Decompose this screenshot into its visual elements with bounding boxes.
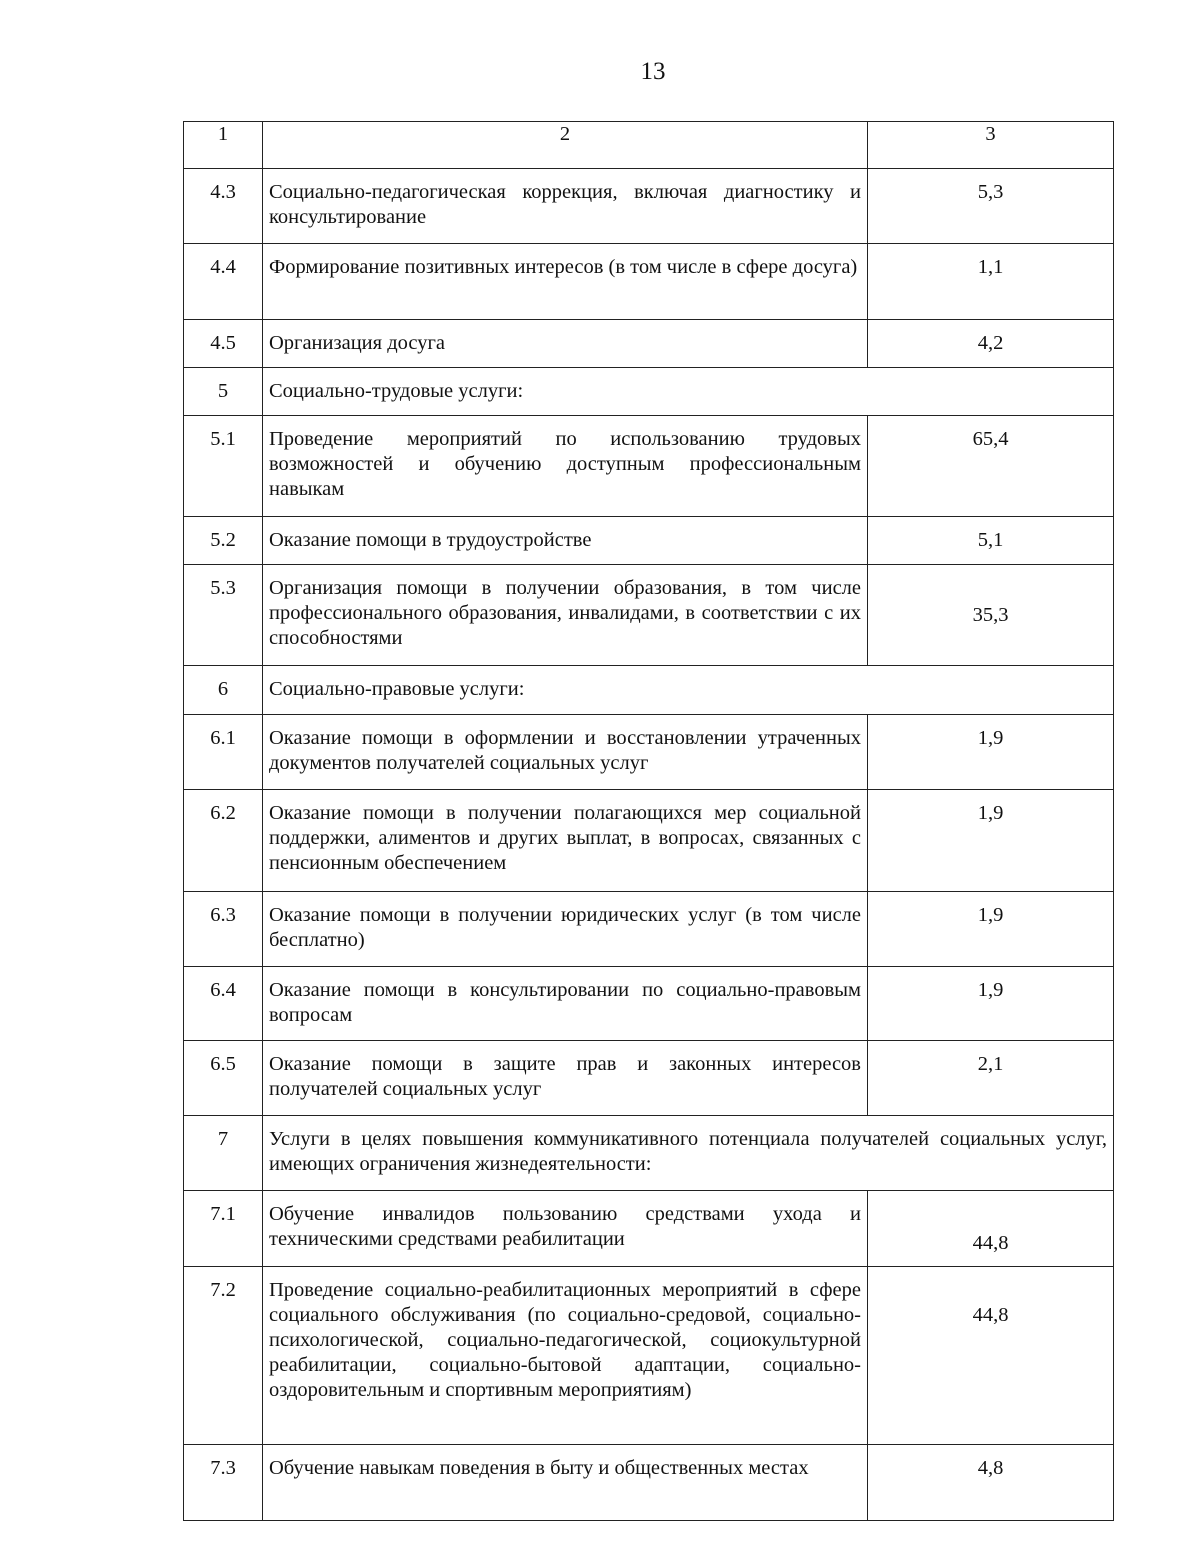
table-row: [184, 892, 1114, 967]
row-number: 6.3: [184, 892, 263, 967]
table-row: [184, 320, 1114, 368]
table-row: [184, 1445, 1114, 1521]
row-number: 7.1: [184, 1191, 263, 1267]
row-value: 1,9: [868, 715, 1114, 790]
table-row: [184, 565, 1114, 666]
row-description: Проведение социально-реабилитационных мероприятий в сфере социального обслуживания (по социально-средовой, социально-психологической, социально-педагогической, социокультурной реабилитации, социально-бытовой адаптации, социально-оздоровительным и спортивным мероприятиям): [263, 1267, 868, 1445]
section-number: 5: [184, 368, 263, 416]
row-number: 5.3: [184, 565, 263, 666]
table-header-row: [184, 122, 1114, 169]
section-row: [184, 368, 1114, 416]
row-number: 5.2: [184, 517, 263, 565]
table-row: [184, 517, 1114, 565]
row-number: 6.5: [184, 1041, 263, 1116]
row-description: Оказание помощи в консультировании по социально-правовым вопросам: [263, 967, 868, 1041]
row-description: Обучение навыкам поведения в быту и общественных местах: [263, 1445, 868, 1521]
column-number-1: 1: [184, 122, 263, 169]
row-description: Оказание помощи в получении полагающихся мер социальной поддержки, алиментов и других выплат, в вопросах, связанных с пенсионным обеспечением: [263, 790, 868, 892]
page-number: 13: [640, 58, 666, 85]
row-value: 1,9: [868, 892, 1114, 967]
section-number: 6: [184, 666, 263, 715]
row-number: 6.4: [184, 967, 263, 1041]
section-number: 7: [184, 1116, 263, 1191]
column-number-2: 2: [263, 122, 868, 169]
row-description: Оказание помощи в трудоустройстве: [263, 517, 868, 565]
table-row: [184, 416, 1114, 517]
table-row: [184, 169, 1114, 244]
table-row: [184, 1191, 1114, 1267]
row-number: 4.4: [184, 244, 263, 320]
row-value: 1,9: [868, 967, 1114, 1041]
row-value: 4,8: [868, 1445, 1114, 1521]
row-description: Оказание помощи в защите прав и законных интересов получателей социальных услуг: [263, 1041, 868, 1116]
row-value: 35,3: [868, 565, 1114, 666]
row-description: Оказание помощи в оформлении и восстановлении утраченных документов получателей социальных услуг: [263, 715, 868, 790]
section-title: Социально-трудовые услуги:: [263, 368, 1114, 416]
table-row: [184, 715, 1114, 790]
row-number: 7.3: [184, 1445, 263, 1521]
row-description: Социально-педагогическая коррекция, включая диагностику и консультирование: [263, 169, 868, 244]
row-number: 6.1: [184, 715, 263, 790]
row-value: 1,9: [868, 790, 1114, 892]
row-description: Оказание помощи в получении юридических услуг (в том числе бесплатно): [263, 892, 868, 967]
table-row: [184, 1041, 1114, 1116]
row-value: 44,8: [868, 1191, 1114, 1267]
row-description: Организация досуга: [263, 320, 868, 368]
row-value: 5,3: [868, 169, 1114, 244]
table-row: [184, 1267, 1114, 1445]
row-value: 5,1: [868, 517, 1114, 565]
row-number: 4.3: [184, 169, 263, 244]
row-value: 2,1: [868, 1041, 1114, 1116]
table-row: [184, 244, 1114, 320]
table-row: [184, 790, 1114, 892]
row-number: 5.1: [184, 416, 263, 517]
row-number: 6.2: [184, 790, 263, 892]
row-value: 44,8: [868, 1267, 1114, 1445]
section-row: [184, 666, 1114, 715]
row-description: Организация помощи в получении образования, в том числе профессионального образования, инвалидами, в соответствии с их способностями: [263, 565, 868, 666]
section-title: Социально-правовые услуги:: [263, 666, 1114, 715]
row-value: 65,4: [868, 416, 1114, 517]
row-number: 4.5: [184, 320, 263, 368]
services-table: [183, 121, 1114, 1521]
row-value: 4,2: [868, 320, 1114, 368]
column-number-3: 3: [868, 122, 1114, 169]
row-number: 7.2: [184, 1267, 263, 1445]
section-title: Услуги в целях повышения коммуникативного потенциала получателей социальных услуг, имеющих ограничения жизнедеятельности:: [263, 1116, 1114, 1191]
row-value: 1,1: [868, 244, 1114, 320]
table-row: [184, 967, 1114, 1041]
row-description: Формирование позитивных интересов (в том числе в сфере досуга): [263, 244, 868, 320]
row-description: Обучение инвалидов пользованию средствами ухода и техническими средствами реабилитации: [263, 1191, 868, 1267]
section-row: [184, 1116, 1114, 1191]
row-description: Проведение мероприятий по использованию трудовых возможностей и обучению доступным профессиональным навыкам: [263, 416, 868, 517]
